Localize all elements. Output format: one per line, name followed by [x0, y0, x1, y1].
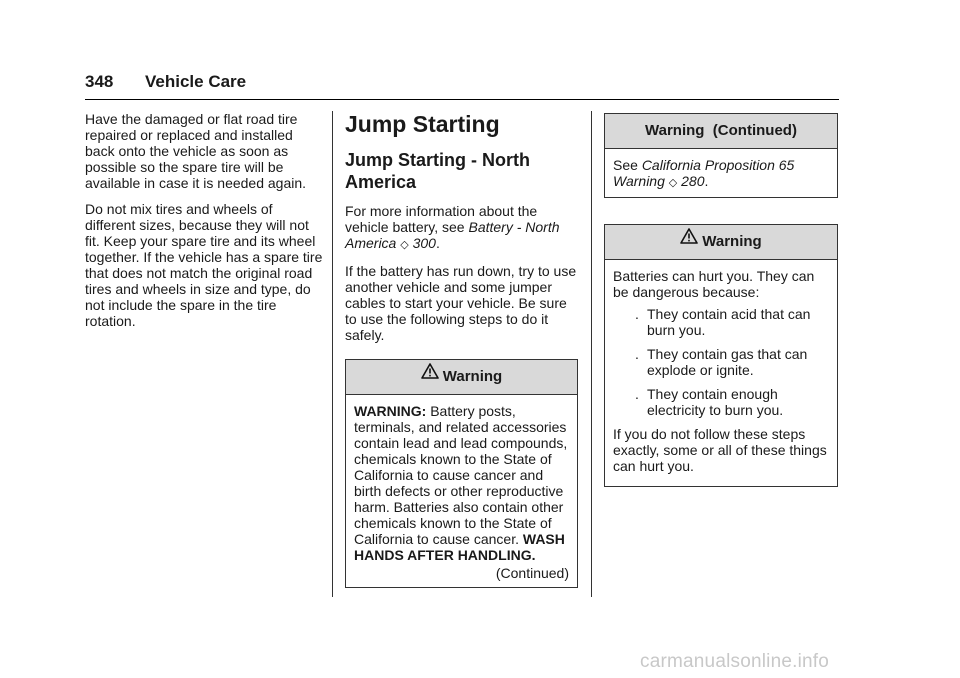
- column-1: [85, 111, 323, 339]
- warning-body: [605, 260, 837, 486]
- section-heading: Jump Starting: [345, 111, 500, 137]
- page-header: [85, 72, 839, 100]
- warning-title: Warning: [442, 368, 503, 385]
- bullet-marker: .: [635, 386, 639, 402]
- column-divider: [591, 111, 592, 597]
- bullet-text: They contain gas that can explode or ignite.: [647, 346, 808, 378]
- page-ref-icon: ◇: [668, 177, 678, 189]
- warning-continued-box: [604, 113, 838, 198]
- warning-box: [345, 359, 578, 588]
- bullet-item: [613, 386, 829, 418]
- bullet-item: [613, 306, 829, 338]
- continued-label: (Continued): [495, 565, 569, 581]
- paragraph: If the battery has run down, try to use another vehicle and some jumper cables to start your vehicle. Be sure to use the following steps to do it safely.: [345, 263, 577, 343]
- column-2: [345, 111, 578, 588]
- warning-header: [605, 225, 837, 260]
- warning-title: Warning: [702, 233, 762, 250]
- warning-header: [346, 360, 577, 395]
- warning-text: Battery posts, terminals, and related accessories contain lead and lead compounds, chemicals known to the State of California to cause cancer and birth defects or other reproductive harm. Batteries also contain other chemicals known to the State of California to cause cancer.: [354, 403, 568, 547]
- warning-outro: If you do not follow these steps exactly, some or all of these things can hurt you.: [613, 426, 827, 474]
- warning-intro: Batteries can hurt you. They can be dangerous because:: [613, 268, 815, 300]
- paragraph: For more information about the vehicle battery, see Battery - North America ◇ 300.: [345, 203, 560, 251]
- warning-continued-header: Warning (Continued): [605, 114, 837, 149]
- cross-reference-page: 300: [412, 235, 436, 251]
- column-divider: [332, 111, 333, 597]
- warning-continued-body: See California Proposition 65 Warning ◇ 280.: [613, 157, 795, 189]
- cross-reference-title: California Proposition 65 Warning: [613, 157, 795, 189]
- warning-triangle-icon: [680, 223, 698, 257]
- warning-body: [346, 395, 577, 587]
- bullet-item: [613, 346, 829, 378]
- bullet-text: They contain acid that can burn you.: [647, 306, 811, 338]
- bullet-text: They contain enough electricity to burn you.: [647, 386, 784, 418]
- cross-reference-page: 280: [681, 173, 705, 189]
- page-ref-icon: ◇: [400, 239, 409, 251]
- paragraph-text: For more information about the vehicle battery, see: [345, 203, 538, 235]
- page-number: 348: [85, 72, 114, 91]
- column-3: [604, 113, 838, 487]
- bullet-marker: .: [635, 346, 639, 362]
- cross-reference-title: Battery - North America: [345, 219, 560, 251]
- warning-triangle-icon: [421, 358, 439, 392]
- warning-lead: WARNING:: [354, 403, 427, 419]
- warning-box: [604, 224, 838, 487]
- watermark-text: carmanualsonline.info: [640, 651, 830, 672]
- see-text: See: [613, 157, 642, 173]
- warning-tail: WASH HANDS AFTER HANDLING.: [354, 531, 565, 563]
- paragraph: Have the damaged or flat road tire repaired or replaced and installed back onto the vehicle as soon as possible so the spare tire will be available in case it is needed again.: [85, 111, 307, 191]
- subsection-heading: Jump Starting - North America: [345, 150, 530, 192]
- bullet-marker: .: [635, 306, 639, 322]
- section-title: Vehicle Care: [145, 72, 247, 91]
- paragraph: Do not mix tires and wheels of different sizes, because they will not fit. Keep your spare tire and its wheel together. If the vehicle has a spare tire that does not match the original road tires and wheels in size and type, do not include the spare in the tire rotation.: [85, 201, 323, 329]
